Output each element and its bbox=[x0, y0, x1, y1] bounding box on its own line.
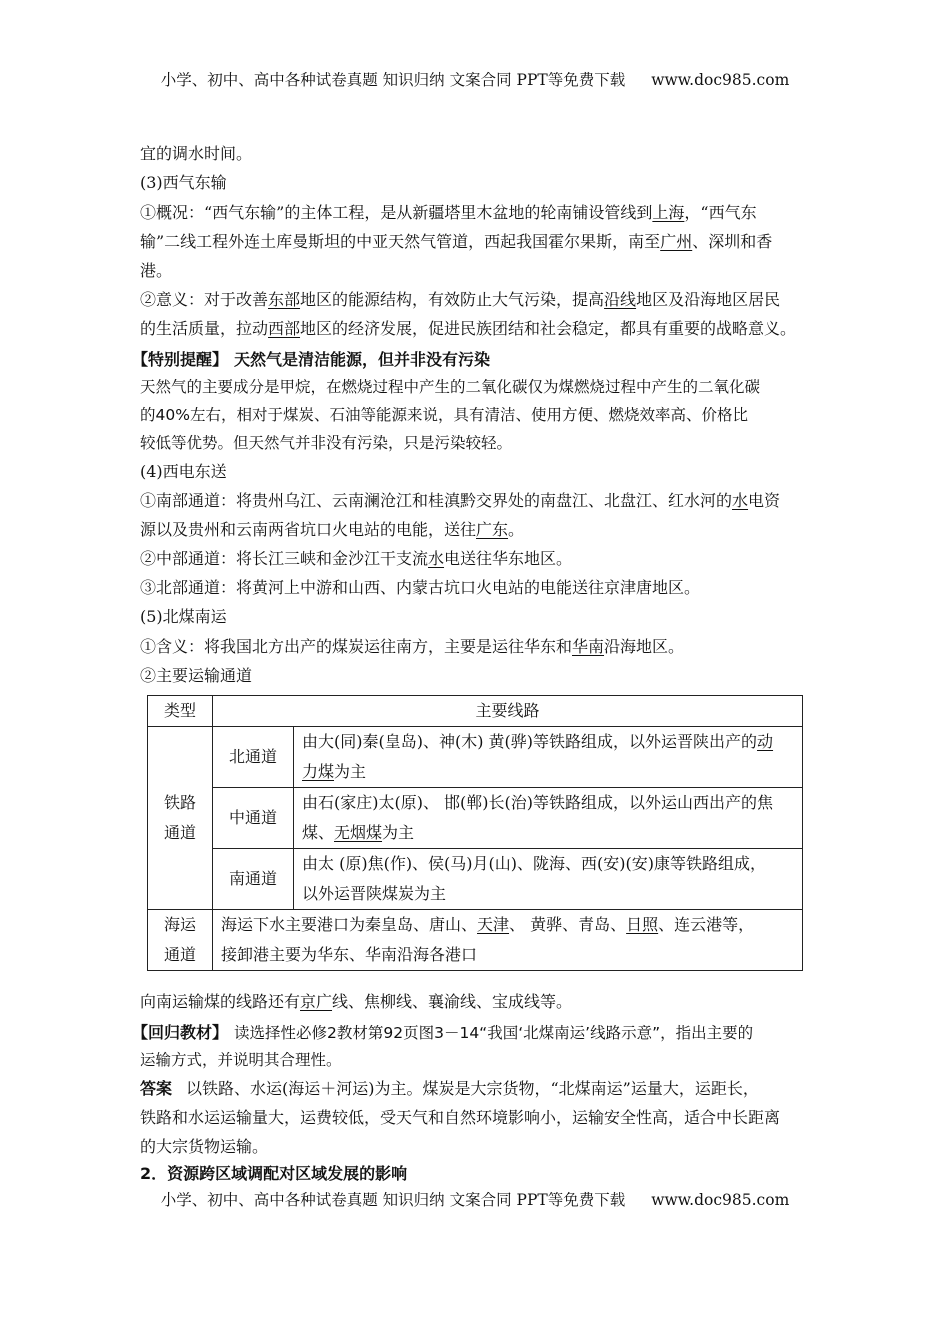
footer-url[interactable]: www.doc985.com bbox=[651, 1191, 790, 1209]
text-line: ②中部通道：将长江三峡和金沙江干支流水电送往华东地区。 bbox=[140, 549, 573, 568]
header-url[interactable]: www.doc985.com bbox=[651, 71, 790, 89]
answer-blank: 东部 bbox=[268, 290, 301, 309]
text-line: 输”二线工程外连土库曼斯坦的中亚天然气管道，西起我国霍尔果斯，南至广州、深圳和香 bbox=[140, 232, 773, 251]
answer-blank: 上海 bbox=[652, 203, 685, 222]
footer-text: 小学、初中、高中各种试卷真题 知识归纳 文案合同 PPT等免费下载 bbox=[160, 1191, 626, 1209]
text-line: 的生活质量，拉动西部地区的经济发展，促进民族团结和社会稳定，都具有重要的战略意义。 bbox=[140, 319, 797, 338]
answer-label: 答案 bbox=[140, 1079, 173, 1098]
sea-channel-route: 海运下水主要港口为秦皇岛、唐山、天津、 黄骅、青岛、日照、连云港等， 接卸港主要为华东、华南沿海各港口 bbox=[213, 910, 803, 971]
section-title-west-east-power: (4)西电东送 bbox=[140, 462, 227, 481]
sea-type-cell: 海运 通道 bbox=[148, 910, 213, 971]
tip-heading bbox=[132, 347, 490, 370]
review-text: 运输方式，并说明其合理性。 bbox=[140, 1051, 342, 1069]
north-channel-route: 由大(同)秦(皇岛)、神(木) 黄(骅)等铁路组成，以外运晋陕出产的动 力煤为主 bbox=[294, 727, 803, 788]
table-row bbox=[148, 727, 803, 788]
text-line: ③北部通道：将黄河上中游和山西、内蒙古坑口火电站的电能送往京津唐地区。 bbox=[140, 578, 701, 597]
review-text: 读选择性必修2教材第92页图3－14“我国‘北煤南运’线路示意”，指出主要的 bbox=[234, 1024, 754, 1042]
text-line: ②意义：对于改善东部地区的能源结构，有效防止大气污染，提高沿线地区及沿海地区居民 bbox=[140, 290, 781, 309]
answer-blank: 无烟煤 bbox=[334, 823, 383, 842]
middle-channel-route: 由石(家庄)太(原)、 邯(郸)长(治)等铁路组成，以外运山西出产的焦 煤、无烟煤为主 bbox=[294, 788, 803, 849]
answer-blank: 日照 bbox=[626, 915, 659, 934]
table-header-route: 主要线路 bbox=[213, 696, 803, 727]
answer-blank: 动 bbox=[757, 732, 774, 751]
answer-blank: 京广 bbox=[300, 992, 333, 1011]
south-channel-route: 由太 (原)焦(作)、侯(马)月(山)、陇海、西(安)(安)康等铁路组成， 以外运晋陕煤炭为主 bbox=[294, 849, 803, 910]
answer-blank: 水 bbox=[428, 549, 445, 568]
text-line: 港。 bbox=[140, 261, 173, 280]
tip-text: 天然气的主要成分是甲烷，在燃烧过程中产生的二氧化碳仅为煤燃烧过程中产生的二氧化碳 bbox=[140, 378, 761, 396]
south-channel-label: 南通道 bbox=[213, 849, 294, 910]
answer-blank: 西部 bbox=[268, 319, 301, 338]
table-row bbox=[148, 910, 803, 971]
text-line: ①南部通道：将贵州乌江、云南澜沧江和桂滇黔交界处的南盘江、北盘江、红水河的水电资 bbox=[140, 491, 781, 510]
coal-channel-table bbox=[147, 695, 803, 971]
text-line: ①含义：将我国北方出产的煤炭运往南方，主要是运往华东和华南沿海地区。 bbox=[140, 637, 685, 656]
tip-text: 较低等优势。但天然气并非没有污染，只是污染较轻。 bbox=[140, 434, 513, 452]
header-text: 小学、初中、高中各种试卷真题 知识归纳 文案合同 PPT等免费下载 bbox=[160, 71, 626, 89]
tip-title: 天然气是清洁能源，但并非没有污染 bbox=[234, 350, 491, 369]
answer-line: 的大宗货物运输。 bbox=[140, 1137, 269, 1156]
answer-line: 答案 以铁路、水运(海运＋河运)为主。煤炭是大宗货物，“北煤南运”运量大，运距长， bbox=[140, 1079, 759, 1098]
text-line: 源以及贵州和云南两省坑口火电站的电能，送往广东。 bbox=[140, 520, 525, 539]
table-row bbox=[148, 788, 803, 849]
section-title-west-east-gas: (3)西气东输 bbox=[140, 173, 227, 192]
section-title-north-coal-south: (5)北煤南运 bbox=[140, 607, 227, 626]
answer-blank: 水 bbox=[732, 491, 749, 510]
answer-blank: 沿线 bbox=[604, 290, 637, 309]
page-footer bbox=[0, 1188, 950, 1210]
review-heading bbox=[132, 1020, 753, 1043]
answer-blank: 天津 bbox=[477, 915, 510, 934]
table-header-type: 类型 bbox=[148, 696, 213, 727]
section-heading-2: 2．资源跨区域调配对区域发展的影响 bbox=[140, 1164, 408, 1183]
rail-type-cell: 铁路 通道 bbox=[148, 727, 213, 910]
page-header bbox=[0, 68, 950, 90]
text-line: ①概况：“西气东输”的主体工程，是从新疆塔里木盆地的轮南铺设管线到上海，“西气东 bbox=[140, 203, 757, 222]
answer-blank: 华南 bbox=[572, 637, 605, 656]
tip-text: 的40%左右，相对于煤炭、石油等能源来说，具有清洁、使用方便、燃烧效率高、价格比 bbox=[140, 406, 748, 424]
north-channel-label: 北通道 bbox=[213, 727, 294, 788]
answer-line: 铁路和水运运输量大，运费较低，受天气和自然环境影响小，运输安全性高，适合中长距离 bbox=[140, 1108, 781, 1127]
text-line: 宜的调水时间。 bbox=[140, 144, 253, 163]
answer-blank: 力煤 bbox=[302, 762, 335, 781]
table-row bbox=[148, 849, 803, 910]
answer-blank: 广东 bbox=[476, 520, 509, 539]
tip-label: 【特别提醒】 bbox=[132, 350, 229, 369]
answer-blank: 广州 bbox=[660, 232, 693, 251]
review-label: 【回归教材】 bbox=[132, 1023, 229, 1042]
table-header-row bbox=[148, 696, 803, 727]
middle-channel-label: 中通道 bbox=[213, 788, 294, 849]
text-line: ②主要运输通道 bbox=[140, 666, 253, 685]
text-line: 向南运输煤的线路还有京广线、焦柳线、襄渝线、宝成线等。 bbox=[140, 992, 573, 1011]
